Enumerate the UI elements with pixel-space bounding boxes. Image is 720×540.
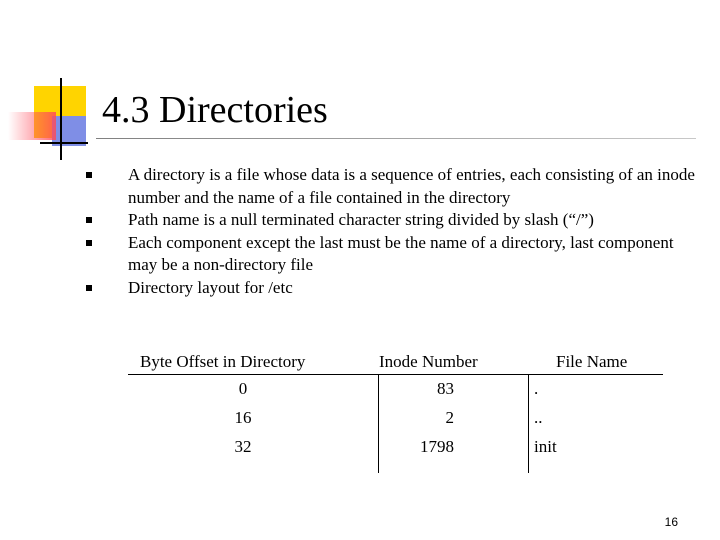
bullet-item	[86, 277, 696, 300]
bullet-item	[86, 232, 696, 277]
table-cell: 2	[445, 408, 454, 427]
bullet-item	[86, 164, 696, 209]
column-divider	[378, 374, 379, 473]
column-inode-number	[382, 374, 454, 461]
table-cell: ..	[534, 408, 543, 427]
table-cell: 16	[234, 408, 252, 427]
bullet-item	[86, 209, 696, 232]
square-bullet-icon	[86, 217, 92, 223]
table-cell: 83	[437, 379, 454, 398]
directory-layout-table	[128, 350, 663, 456]
decor-horizontal-line	[40, 142, 88, 144]
table-cell: 32	[234, 437, 252, 456]
column-file-name	[534, 374, 624, 461]
bullet-text: Directory layout for /etc	[128, 277, 293, 297]
header-inode-number: Inode Number	[379, 352, 478, 371]
table-cell: 0	[238, 379, 248, 398]
square-bullet-icon	[86, 172, 92, 178]
table-cell: .	[534, 379, 539, 398]
table-cell: init	[534, 437, 557, 456]
slide-title: 4.3 Directories	[102, 89, 328, 131]
bullet-text: Each component except the last must be the name of a directory, last component may be a non-directory file	[128, 232, 674, 274]
square-bullet-icon	[86, 285, 92, 291]
bullet-text: A directory is a file whose data is a sequence of entries, each consisting of an inode number and the name of a file contained in the directory	[128, 165, 695, 207]
decor-vertical-line	[60, 78, 62, 160]
square-bullet-icon	[86, 240, 92, 246]
column-byte-offset	[198, 374, 288, 461]
table-header	[128, 350, 663, 375]
bullet-list	[86, 164, 696, 299]
bullet-text: Path name is a null terminated character string divided by slash (“/”)	[128, 210, 594, 229]
page-number: 16	[664, 515, 678, 529]
header-file-name: File Name	[556, 352, 628, 371]
header-byte-offset: Byte Offset in Directory	[140, 352, 306, 371]
column-divider	[528, 374, 529, 473]
table-cell: 1798	[420, 437, 454, 456]
decor-red-bar	[8, 112, 56, 140]
title-rule	[96, 138, 696, 139]
